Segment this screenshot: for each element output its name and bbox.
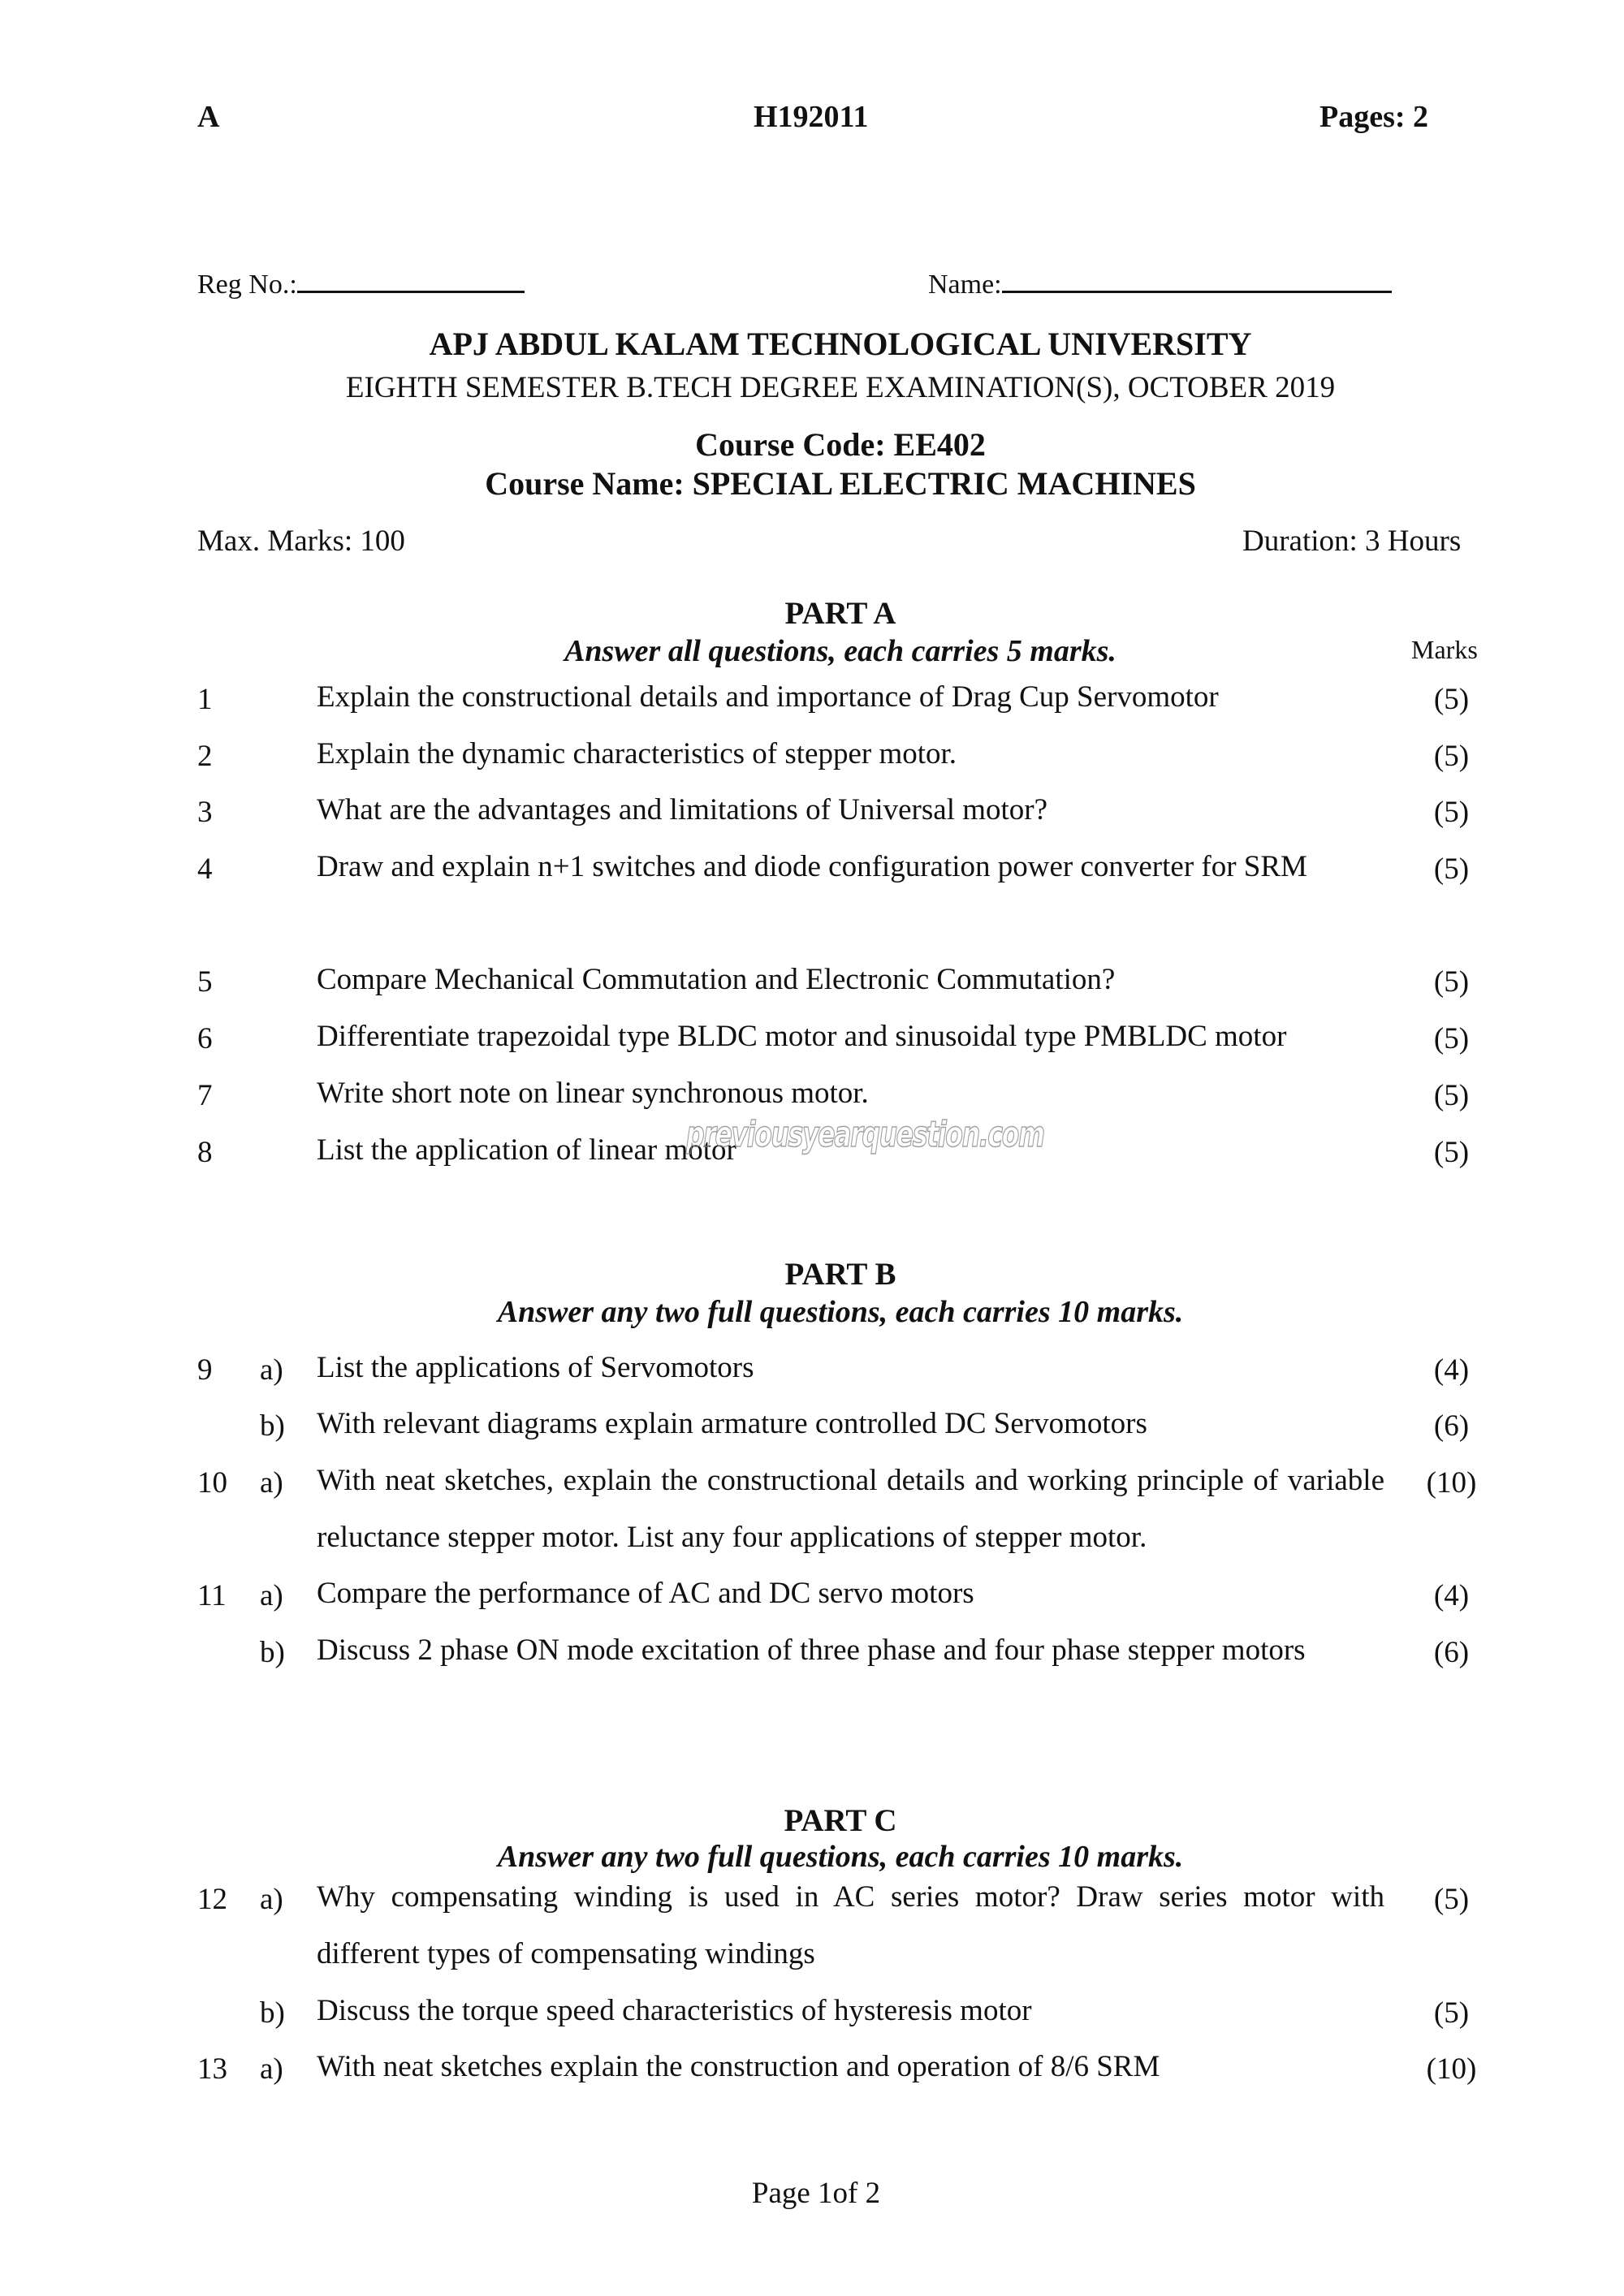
question-number: 11 (197, 1579, 227, 1612)
question-text: List the applications of Servomotors (317, 1351, 754, 1384)
watermark-logo: previousyearquestion.com (686, 1114, 1044, 1155)
question-sub-label: a) (260, 1353, 283, 1387)
question-text: What are the advantages and limitations of Universal motor? (317, 793, 1048, 826)
max-marks: Max. Marks: 100 (197, 524, 405, 558)
question-number: 7 (197, 1079, 213, 1112)
question-marks: (6) (1433, 1409, 1470, 1443)
question-sub-label: a) (260, 1883, 283, 1916)
university-title: APJ ABDUL KALAM TECHNOLOGICAL UNIVERSITY (429, 326, 1252, 362)
part-a-title: PART A (784, 596, 896, 631)
question-marks: (5) (1433, 852, 1470, 886)
question-text: With neat sketches explain the construction and operation of 8/6 SRM (317, 2050, 1160, 2083)
question-number: 5 (197, 965, 213, 999)
question-marks: (4) (1433, 1579, 1470, 1612)
question-text: Differentiate trapezoidal type BLDC motor and sinusoidal type PMBLDC motor (317, 1020, 1287, 1053)
question-number: 12 (197, 1883, 227, 1916)
question-marks: (5) (1433, 1022, 1470, 1055)
name-field (928, 268, 1392, 300)
course-name: Course Name: SPECIAL ELECTRIC MACHINES (485, 465, 1196, 502)
duration: Duration: 3 Hours (1242, 524, 1462, 558)
question-text: Discuss the torque speed characteristics of hysteresis motor (317, 1994, 1032, 2027)
course-code: Course Code: EE402 (695, 426, 986, 463)
question-marks: (5) (1433, 1883, 1470, 1916)
part-b-instruction: Answer any two full questions, each carries 10 marks. (497, 1295, 1184, 1329)
question-sub-label: b) (260, 1409, 285, 1443)
question-marks: (5) (1433, 796, 1470, 829)
part-b-title: PART B (784, 1257, 896, 1292)
question-marks: (5) (1433, 1996, 1470, 2030)
question-number: 2 (197, 740, 213, 773)
question-sub-label: a) (260, 2052, 283, 2086)
question-sub-label: b) (260, 1636, 285, 1669)
question-number: 3 (197, 796, 213, 829)
question-number: 6 (197, 1022, 213, 1055)
question-marks: (10) (1426, 2052, 1477, 2086)
reg-no-line (297, 268, 525, 293)
question-number: 8 (197, 1136, 213, 1169)
question-number: 1 (197, 683, 213, 716)
question-marks: (4) (1433, 1353, 1470, 1387)
question-text: Compare Mechanical Commutation and Electronic Commutation? (317, 963, 1116, 996)
question-row (0, 1880, 1624, 1970)
question-marks: (5) (1433, 683, 1470, 716)
question-marks: (5) (1433, 740, 1470, 773)
name-line (1002, 268, 1392, 293)
question-text: Draw and explain n+1 switches and diode configuration power converter for SRM (317, 850, 1307, 883)
question-text: Explain the dynamic characteristics of stepper motor. (317, 737, 957, 770)
question-sub-label: a) (260, 1579, 283, 1612)
question-row (0, 1464, 1624, 1554)
question-marks: (10) (1426, 1466, 1477, 1500)
question-sub-label: b) (260, 1996, 285, 2030)
question-text: With neat sketches, explain the constructional details and working principle of variable reluctance stepper motor. List any four applications of stepper motor. (317, 1464, 1384, 1554)
question-number: 4 (197, 852, 213, 886)
question-text: Compare the performance of AC and DC servo motors (317, 1577, 974, 1610)
question-text: With relevant diagrams explain armature controlled DC Servomotors (317, 1407, 1147, 1440)
marks-header: Marks (1411, 635, 1478, 664)
paper-series: A (197, 100, 220, 134)
question-text: Explain the constructional details and importance of Drag Cup Servomotor (317, 680, 1219, 714)
name-label: Name: (928, 270, 1002, 300)
part-c-instruction: Answer any two full questions, each carries 10 marks. (497, 1840, 1184, 1874)
question-marks: (6) (1433, 1636, 1470, 1669)
question-sub-label: a) (260, 1466, 283, 1500)
question-marks: (5) (1433, 965, 1470, 999)
exam-title: EIGHTH SEMESTER B.TECH DEGREE EXAMINATION(S), OCTOBER 2019 (345, 371, 1336, 404)
question-text: Why compensating winding is used in AC series motor? Draw series motor with different types of compensating windings (317, 1880, 1384, 1970)
question-number: 10 (197, 1466, 227, 1500)
question-text: Discuss 2 phase ON mode excitation of three phase and four phase stepper motors (317, 1634, 1306, 1667)
reg-no-label: Reg No.: (197, 270, 297, 300)
page-count: Pages: 2 (1320, 100, 1429, 134)
question-row (0, 852, 1624, 908)
part-a-instruction: Answer all questions, each carries 5 marks. (564, 634, 1116, 668)
part-c-title: PART C (784, 1803, 897, 1838)
question-row (0, 2052, 1624, 2108)
question-number: 13 (197, 2052, 227, 2086)
question-marks: (5) (1433, 1079, 1470, 1112)
question-number: 9 (197, 1353, 213, 1387)
question-text: Write short note on linear synchronous motor. (317, 1077, 869, 1110)
paper-code: H192011 (754, 100, 869, 134)
page-footer: Page 1of 2 (751, 2177, 881, 2210)
question-marks: (5) (1433, 1136, 1470, 1169)
question-text: List the application of linear motor (317, 1133, 736, 1167)
reg-no-field (197, 268, 525, 300)
question-row (0, 1635, 1624, 1692)
